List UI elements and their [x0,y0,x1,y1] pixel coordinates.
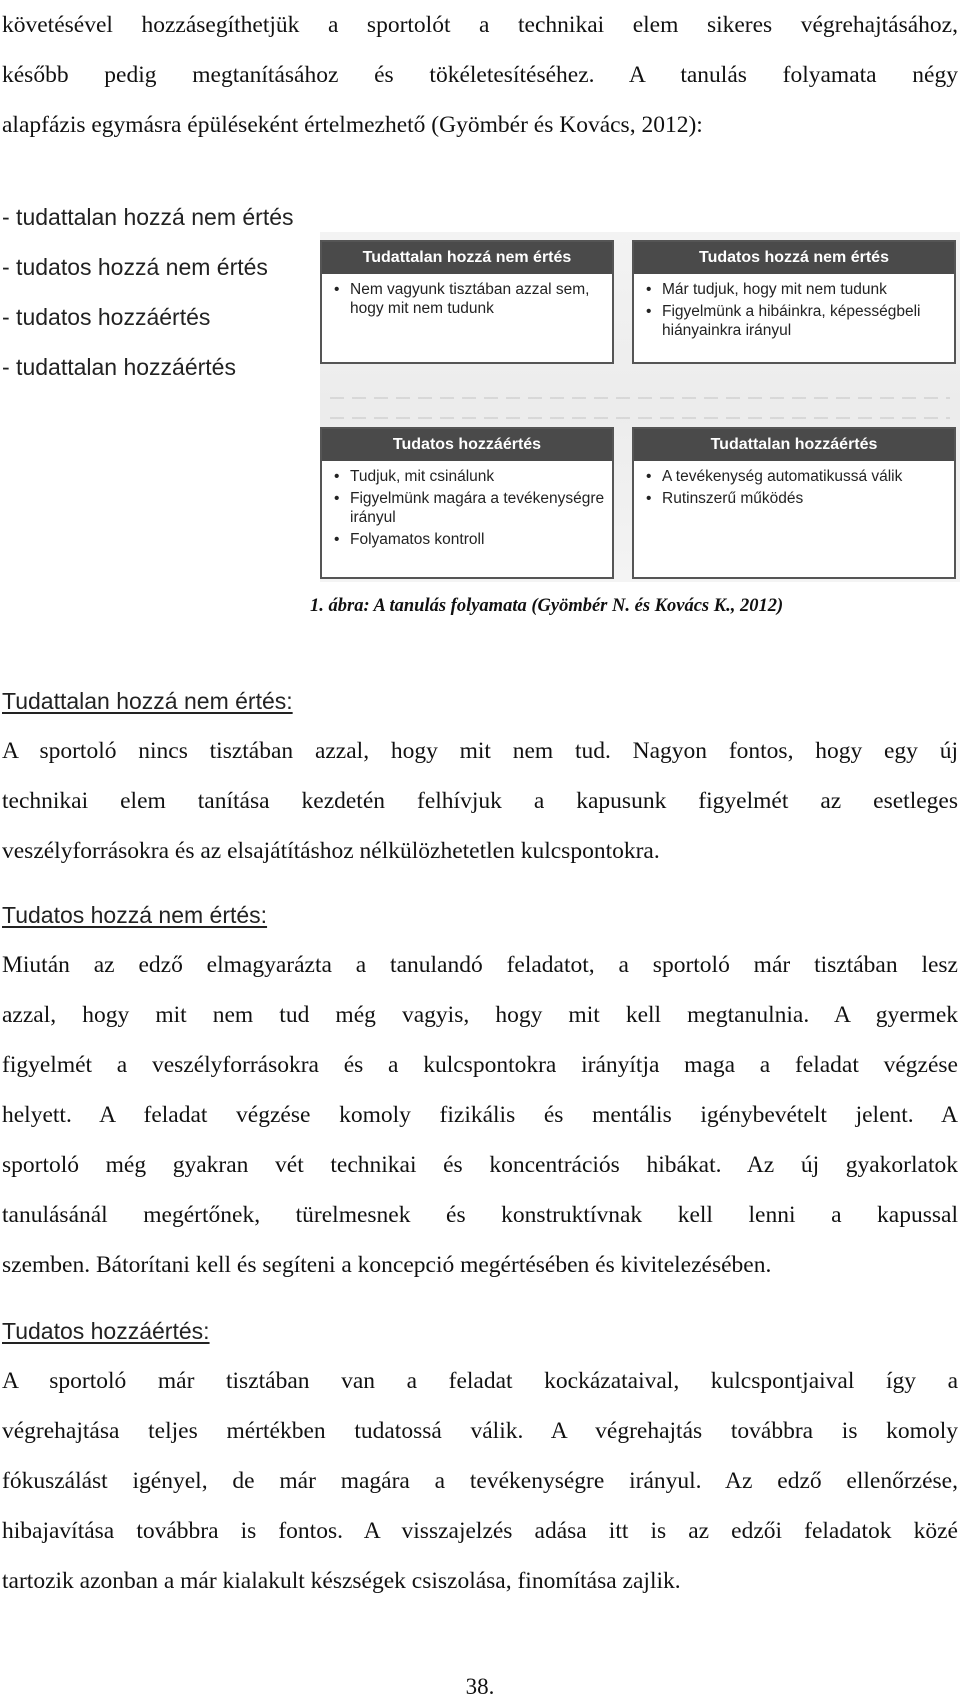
text-line: hibajavítása továbbra is fontos. A visszajelzés adása itt is az edzői feladatok közé [2,1518,958,1544]
figure-box-list [634,467,954,508]
figure-box-title: Tudattalan hozzá nem értés [322,242,612,274]
figure-box-list [322,467,612,549]
text-line: követésével hozzásegíthetjük a sportolót a technikai elem sikeres végrehajtásához, [2,12,958,38]
figure-box-item: • Figyelmünk magára a tevékenységre irányul [334,489,612,527]
section-paragraph [2,726,958,876]
section-heading: Tudatos hozzá nem értés: [2,902,268,928]
text-line: veszélyforrásokra és az elsajátításhoz nélkülözhetetlen kulcspontokra. [2,838,660,864]
phase-list-item: - tudatos hozzá nem értés [2,254,268,280]
text-line: tartozik azonban a már kialakult készségek csiszolása, finomítása zajlik. [2,1568,681,1594]
text-line: szemben. Bátorítani kell és segíteni a koncepció megértésében és kivitelezésében. [2,1252,772,1278]
section-heading: Tudattalan hozzá nem értés: [2,688,293,714]
learning-process-figure [320,232,960,582]
page-number: 38. [465,1674,495,1699]
text-line: helyett. A feladat végzése komoly fizikális és mentális igénybevételt jelent. A [2,1102,958,1128]
figure-box-unconscious-competence [632,427,956,579]
intro-paragraph [2,0,958,150]
text-line: A sportoló nincs tisztában azzal, hogy mit nem tud. Nagyon fontos, hogy egy új [2,738,958,764]
figure-box-list [322,280,612,318]
text-line: végrehajtása teljes mértékben tudatossá válik. A végrehajtás továbbra is komoly [2,1418,958,1444]
figure-box-conscious-incompetence [632,240,956,364]
figure-box-title: Tudatos hozzá nem értés [634,242,954,274]
figure-caption: 1. ábra: A tanulás folyamata (Gyömbér N. és Kovács K., 2012) [310,596,784,616]
section-paragraph [2,940,958,1290]
text-line: sportoló még gyakran vét technikai és koncentrációs hibákat. Az új gyakorlatok [2,1152,958,1178]
text-line: azzal, hogy mit nem tud még vagyis, hogy mit kell megtanulnia. A gyermek [2,1002,958,1028]
text-line: később pedig megtanításához és tökéletesítéséhez. A tanulás folyamata négy [2,62,958,88]
text-line: A sportoló már tisztában van a feladat kockázataival, kulcspontjaival így a [2,1368,958,1394]
phase-list-item: - tudattalan hozzáértés [2,354,236,380]
figure-box-item: • Figyelmünk a hibáinkra, képességbeli hiányainkra irányul [646,302,954,340]
figure-box-conscious-competence [320,427,614,579]
figure-box-unconscious-incompetence [320,240,614,364]
figure-box-item: • Tudjuk, mit csinálunk [334,467,612,486]
figure-box-title: Tudattalan hozzáértés [634,429,954,461]
text-line: tanulásánál megértőnek, türelmesnek és konstruktívnak kell lenni a kapussal [2,1202,958,1228]
phase-list-item: - tudatos hozzáértés [2,304,211,330]
figure-box-item: • Rutinszerű működés [646,489,954,508]
text-line: figyelmét a veszélyforrásokra és a kulcspontokra irányítja maga a feladat végzése [2,1052,958,1078]
text-line: fókuszálást igényel, de már magára a tevékenységre irányul. Az edző ellenőrzése, [2,1468,958,1494]
section-paragraph [2,1356,958,1606]
text-line: technikai elem tanítása kezdetén felhívjuk a kapusunk figyelmét az esetleges [2,788,958,814]
figure-box-item: • Nem vagyunk tisztában azzal sem, hogy mit nem tudunk [334,280,612,318]
text-line: alapfázis egymásra épüléseként értelmezhető (Gyömbér és Kovács, 2012): [2,112,703,138]
text-line: Miután az edző elmagyarázta a tanulandó feladatot, a sportoló már tisztában lesz [2,952,958,978]
figure-box-item: • Már tudjuk, hogy mit nem tudunk [646,280,954,299]
phase-list-item: - tudattalan hozzá nem értés [2,204,294,230]
figure-box-item: • A tevékenység automatikussá válik [646,467,954,486]
figure-box-list [634,280,954,340]
figure-box-title: Tudatos hozzáértés [322,429,612,461]
section-heading: Tudatos hozzáértés: [2,1318,210,1344]
phase-list [2,192,294,392]
figure-box-item: • Folyamatos kontroll [334,530,612,549]
